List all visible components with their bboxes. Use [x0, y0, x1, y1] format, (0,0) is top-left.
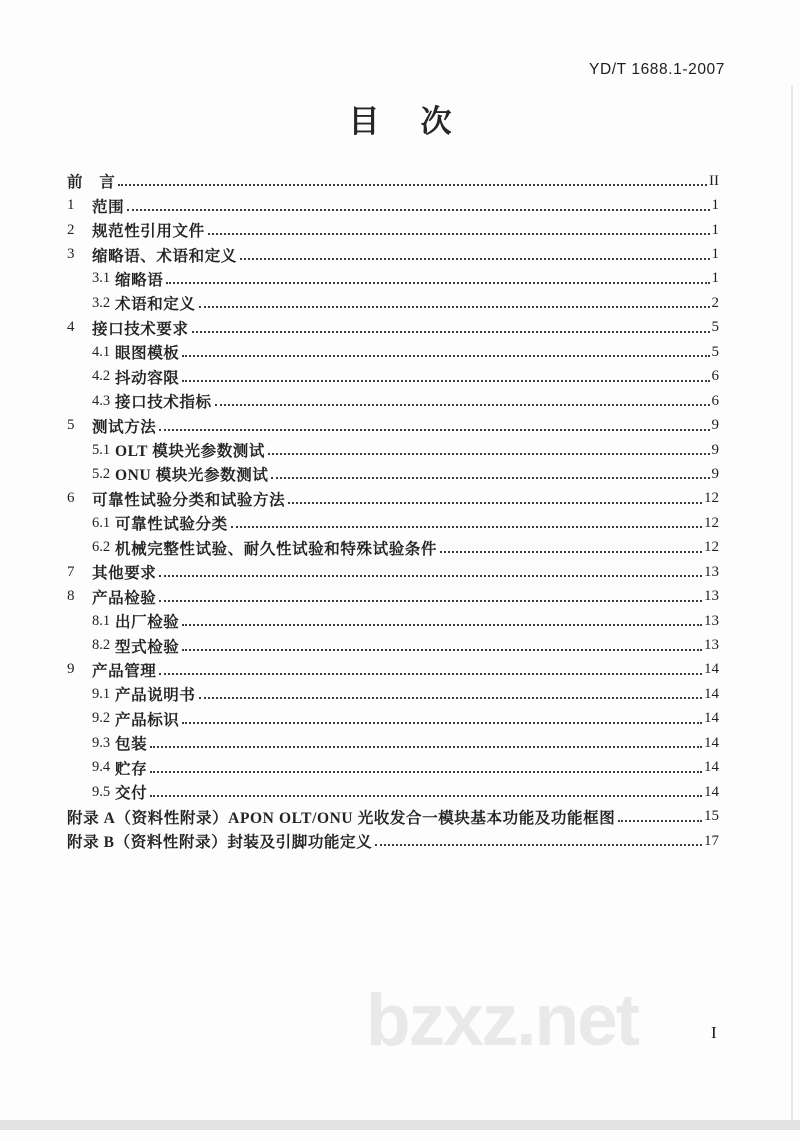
scan-edge-line: [791, 85, 793, 1120]
toc-item-label: 缩略语、术语和定义: [92, 247, 237, 265]
toc-item-label: ONU 模块光参数测试: [115, 467, 269, 485]
toc-item-label: 规范性引用文件: [92, 223, 205, 241]
toc-item-label: 接口技术指标: [115, 394, 212, 412]
toc-item-page: 6: [711, 392, 719, 409]
toc-item-page: 13: [704, 612, 719, 629]
toc-row: [67, 242, 719, 266]
dot-leader: [231, 526, 702, 528]
toc-row: [67, 438, 719, 462]
toc-item-page: 6: [711, 368, 719, 385]
toc-item-label: OLT 模块光参数测试: [115, 443, 266, 461]
dot-leader: [288, 502, 702, 504]
toc-item-label: 抖动容限: [115, 369, 180, 387]
dot-leader: [182, 649, 702, 651]
toc-item-page: 12: [704, 490, 719, 507]
watermark: bzxz.net: [366, 980, 638, 1061]
toc-item-number: 1: [67, 197, 75, 214]
toc-row: [67, 267, 719, 291]
toc-item-label: 产品标识: [115, 711, 180, 729]
toc-row: [67, 633, 719, 657]
toc-item-number: 9.1: [92, 685, 111, 702]
toc-item-number: 8: [67, 588, 75, 605]
dot-leader: [199, 306, 710, 308]
toc-item-number: 9.2: [92, 710, 111, 727]
page-title: [0, 106, 800, 137]
toc-item-label: 缩略语: [115, 271, 164, 289]
toc-item-page: 9: [711, 441, 719, 458]
toc-item-page: 13: [704, 637, 719, 654]
toc-item-page: 5: [711, 319, 719, 336]
dot-leader: [375, 844, 702, 846]
dot-leader: [159, 575, 702, 577]
toc-item-label: 机械完整性试验、耐久性试验和特殊试验条件: [115, 540, 438, 558]
toc-item-label: 附录 A（资料性附录）APON OLT/ONU 光收发合一模块基本功能及功能框图: [67, 809, 616, 827]
toc-item-label: 包装: [115, 736, 148, 754]
toc-item-page: 17: [704, 832, 719, 849]
toc-row: [67, 462, 719, 486]
toc-item-number: 9.5: [92, 783, 111, 800]
dot-leader: [182, 624, 702, 626]
dot-leader: [166, 282, 709, 284]
toc-item-number: 4: [67, 319, 75, 336]
dot-leader: [199, 697, 702, 699]
page-title-char-2: 次: [420, 104, 452, 139]
toc-item-page: 14: [704, 710, 719, 727]
dot-leader: [127, 209, 709, 211]
dot-leader: [150, 795, 702, 797]
toc-row: [67, 682, 719, 706]
toc-row: [67, 536, 719, 560]
toc-item-page: 1: [711, 197, 719, 214]
toc-item-page: 9: [711, 417, 719, 434]
toc-item-label: 可靠性试验分类和试验方法: [92, 491, 286, 509]
toc-item-page: 5: [711, 343, 719, 360]
toc-item-page: 1: [711, 246, 719, 263]
toc-item-number: 3.1: [92, 270, 111, 287]
toc-row: [67, 707, 719, 731]
toc-row: [67, 511, 719, 535]
toc-item-label: 交付: [115, 785, 148, 803]
standard-number: YD/T 1688.1-2007: [589, 61, 725, 78]
toc-item-number: 8.1: [92, 612, 111, 629]
dot-leader: [159, 600, 702, 602]
page-title-char-1: 目: [348, 104, 380, 139]
toc-row: [67, 487, 719, 511]
dot-leader: [240, 258, 710, 260]
toc-item-page: 1: [711, 221, 719, 238]
toc-item-number: 6.1: [92, 514, 111, 531]
toc-item-label: 产品检验: [92, 589, 157, 607]
dot-leader: [618, 820, 702, 822]
toc-item-page: 12: [704, 539, 719, 556]
toc-row: [67, 365, 719, 389]
dot-leader: [268, 453, 709, 455]
toc-item-label: 贮存: [115, 760, 148, 778]
folio-page-number: I: [711, 1023, 717, 1042]
toc-row: [67, 756, 719, 780]
toc-row: [67, 389, 719, 413]
table-of-contents: [67, 169, 719, 853]
toc-item-page: II: [709, 172, 719, 189]
dot-leader: [118, 184, 707, 186]
toc-item-page: 1: [711, 270, 719, 287]
toc-item-number: 2: [67, 221, 75, 238]
toc-item-label: 可靠性试验分类: [115, 516, 228, 534]
toc-row: [67, 609, 719, 633]
toc-item-number: 6: [67, 490, 75, 507]
dot-leader: [440, 551, 702, 553]
toc-row: [67, 560, 719, 584]
toc-item-page: 14: [704, 759, 719, 776]
toc-item-number: 4.1: [92, 343, 111, 360]
toc-item-number: 7: [67, 563, 75, 580]
toc-row: [67, 780, 719, 804]
toc-item-number: 4.3: [92, 392, 111, 409]
toc-row: [67, 731, 719, 755]
dot-leader: [192, 331, 710, 333]
toc-item-page: 14: [704, 783, 719, 800]
dot-leader: [159, 429, 709, 431]
dot-leader: [159, 673, 702, 675]
toc-item-number: 5.2: [92, 465, 111, 482]
toc-item-page: 15: [704, 808, 719, 825]
scan-bottom-strip: [0, 1120, 800, 1130]
toc-item-label: 测试方法: [92, 418, 157, 436]
toc-item-number: 8.2: [92, 637, 111, 654]
toc-item-label: 出厂检验: [115, 614, 180, 632]
toc-item-number: 5: [67, 417, 75, 434]
toc-item-number: 9.4: [92, 759, 111, 776]
toc-item-number: 4.2: [92, 368, 111, 385]
dot-leader: [215, 404, 710, 406]
toc-item-page: 14: [704, 685, 719, 702]
dot-leader: [182, 722, 702, 724]
toc-item-page: 12: [704, 514, 719, 531]
dot-leader: [150, 746, 702, 748]
toc-row: [67, 291, 719, 315]
dot-leader: [182, 380, 709, 382]
toc-row: [67, 829, 719, 853]
toc-row: [67, 193, 719, 217]
toc-item-label: 前 言: [67, 174, 116, 192]
toc-item-page: 13: [704, 563, 719, 580]
toc-item-label: 产品管理: [92, 662, 157, 680]
toc-item-label: 范围: [92, 198, 125, 216]
toc-item-label: 产品说明书: [115, 687, 196, 705]
toc-item-number: 3.2: [92, 294, 111, 311]
toc-row: [67, 658, 719, 682]
toc-item-label: 接口技术要求: [92, 320, 189, 338]
toc-row: [67, 584, 719, 608]
toc-item-page: 9: [711, 465, 719, 482]
toc-item-label: 附录 B（资料性附录）封装及引脚功能定义: [67, 834, 373, 852]
toc-item-number: 9: [67, 661, 75, 678]
dot-leader: [150, 771, 702, 773]
toc-item-label: 型式检验: [115, 638, 180, 656]
toc-item-label: 眼图模板: [115, 345, 180, 363]
toc-item-page: 2: [711, 294, 719, 311]
toc-row: [67, 413, 719, 437]
toc-item-page: 14: [704, 734, 719, 751]
toc-row: [67, 218, 719, 242]
dot-leader: [182, 355, 709, 357]
toc-item-number: 6.2: [92, 539, 111, 556]
toc-item-label: 术语和定义: [115, 296, 196, 314]
dot-leader: [271, 477, 709, 479]
toc-row: [67, 804, 719, 828]
toc-item-label: 其他要求: [92, 565, 157, 583]
toc-item-page: 13: [704, 588, 719, 605]
toc-item-number: 9.3: [92, 734, 111, 751]
toc-item-number: 3: [67, 246, 75, 263]
toc-item-number: 5.1: [92, 441, 111, 458]
toc-item-page: 14: [704, 661, 719, 678]
toc-row: [67, 169, 719, 193]
dot-leader: [208, 233, 710, 235]
toc-row: [67, 316, 719, 340]
toc-row: [67, 340, 719, 364]
